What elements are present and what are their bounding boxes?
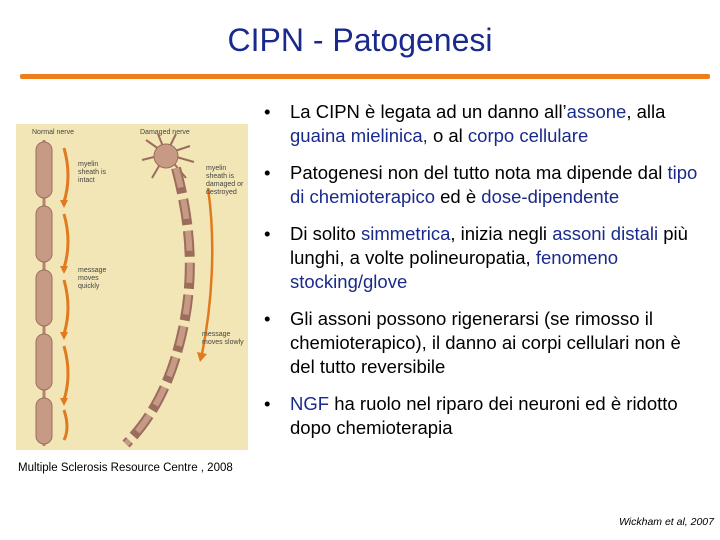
bullet-text: Gli assoni possono rigenerarsi (se rimosso il chemioterapico), il danno ai corpi cellulari non è del tutto reversibile: [290, 308, 681, 377]
highlighted-term: simmetrica: [360, 223, 451, 244]
bullet-item: [262, 222, 710, 294]
bullet-text: La CIPN è legata ad un danno all’: [290, 101, 567, 122]
bullet-marker: •: [264, 162, 271, 183]
bullet-text: ed è: [435, 186, 482, 207]
bullet-list: [262, 100, 710, 453]
normal-axon: [36, 140, 52, 446]
bullet-text: , alla: [626, 101, 666, 122]
slide-title: CIPN - Patogenesi: [227, 22, 493, 58]
figure-label-line: damaged or: [206, 181, 244, 188]
figure-heading-damaged: Damaged nerve: [140, 129, 190, 136]
highlighted-term: corpo cellulare: [467, 125, 589, 146]
figure-label-line: intact: [78, 177, 95, 184]
bullet-marker: •: [264, 308, 271, 329]
bullet-marker: •: [264, 101, 271, 122]
highlighted-term: fenomeno stocking/glove: [290, 247, 619, 292]
highlighted-term: dose-dipendente: [481, 186, 620, 207]
bullet-text: Di solito: [290, 223, 361, 244]
figure-label-line: message: [202, 331, 231, 338]
bullet-item: [262, 392, 710, 440]
highlighted-term: guaina mielinica,: [290, 125, 428, 146]
highlighted-term: tipo di chemioterapico: [290, 162, 698, 207]
figure-label-line: sheath is: [206, 173, 235, 180]
bullet-marker: •: [264, 393, 271, 414]
figure-label-line: destroyed: [206, 189, 237, 196]
figure-label-line: message: [78, 267, 107, 274]
bullet-text: Patogenesi non del tutto nota ma dipende dal: [290, 162, 668, 183]
figure-label-line: quickly: [78, 283, 100, 290]
highlighted-term: NGF: [290, 393, 330, 414]
figure-label-line: moves slowly: [202, 339, 244, 346]
title-underline: [20, 74, 710, 79]
figure-label-line: moves: [78, 275, 99, 282]
figure-label-line: myelin: [206, 165, 227, 172]
highlighted-term: assone: [566, 101, 627, 122]
bullet-marker: •: [264, 223, 271, 244]
bullet-text: ha ruolo nel riparo dei neuroni ed è ridotto dopo chemioterapia: [290, 393, 678, 438]
figure-heading-normal: Normal nerve: [32, 129, 75, 136]
bullet-item: [262, 161, 710, 209]
figure-label-line: sheath is: [78, 169, 107, 176]
bullet-text: più lunghi, a volte polineuropatia,: [290, 223, 688, 268]
bullet-item: [262, 307, 710, 379]
figure-credit: Multiple Sclerosis Resource Centre , 2008: [18, 462, 233, 474]
bullet-text: , inizia negli: [450, 223, 553, 244]
highlighted-term: assoni distali: [552, 223, 659, 244]
reference-citation: Wickham et al, 2007: [618, 516, 714, 528]
nerve-illustration: [16, 124, 248, 450]
bullet-item: [262, 100, 710, 148]
figure-label-line: myelin: [78, 161, 99, 168]
bullet-text: o al: [427, 125, 468, 146]
